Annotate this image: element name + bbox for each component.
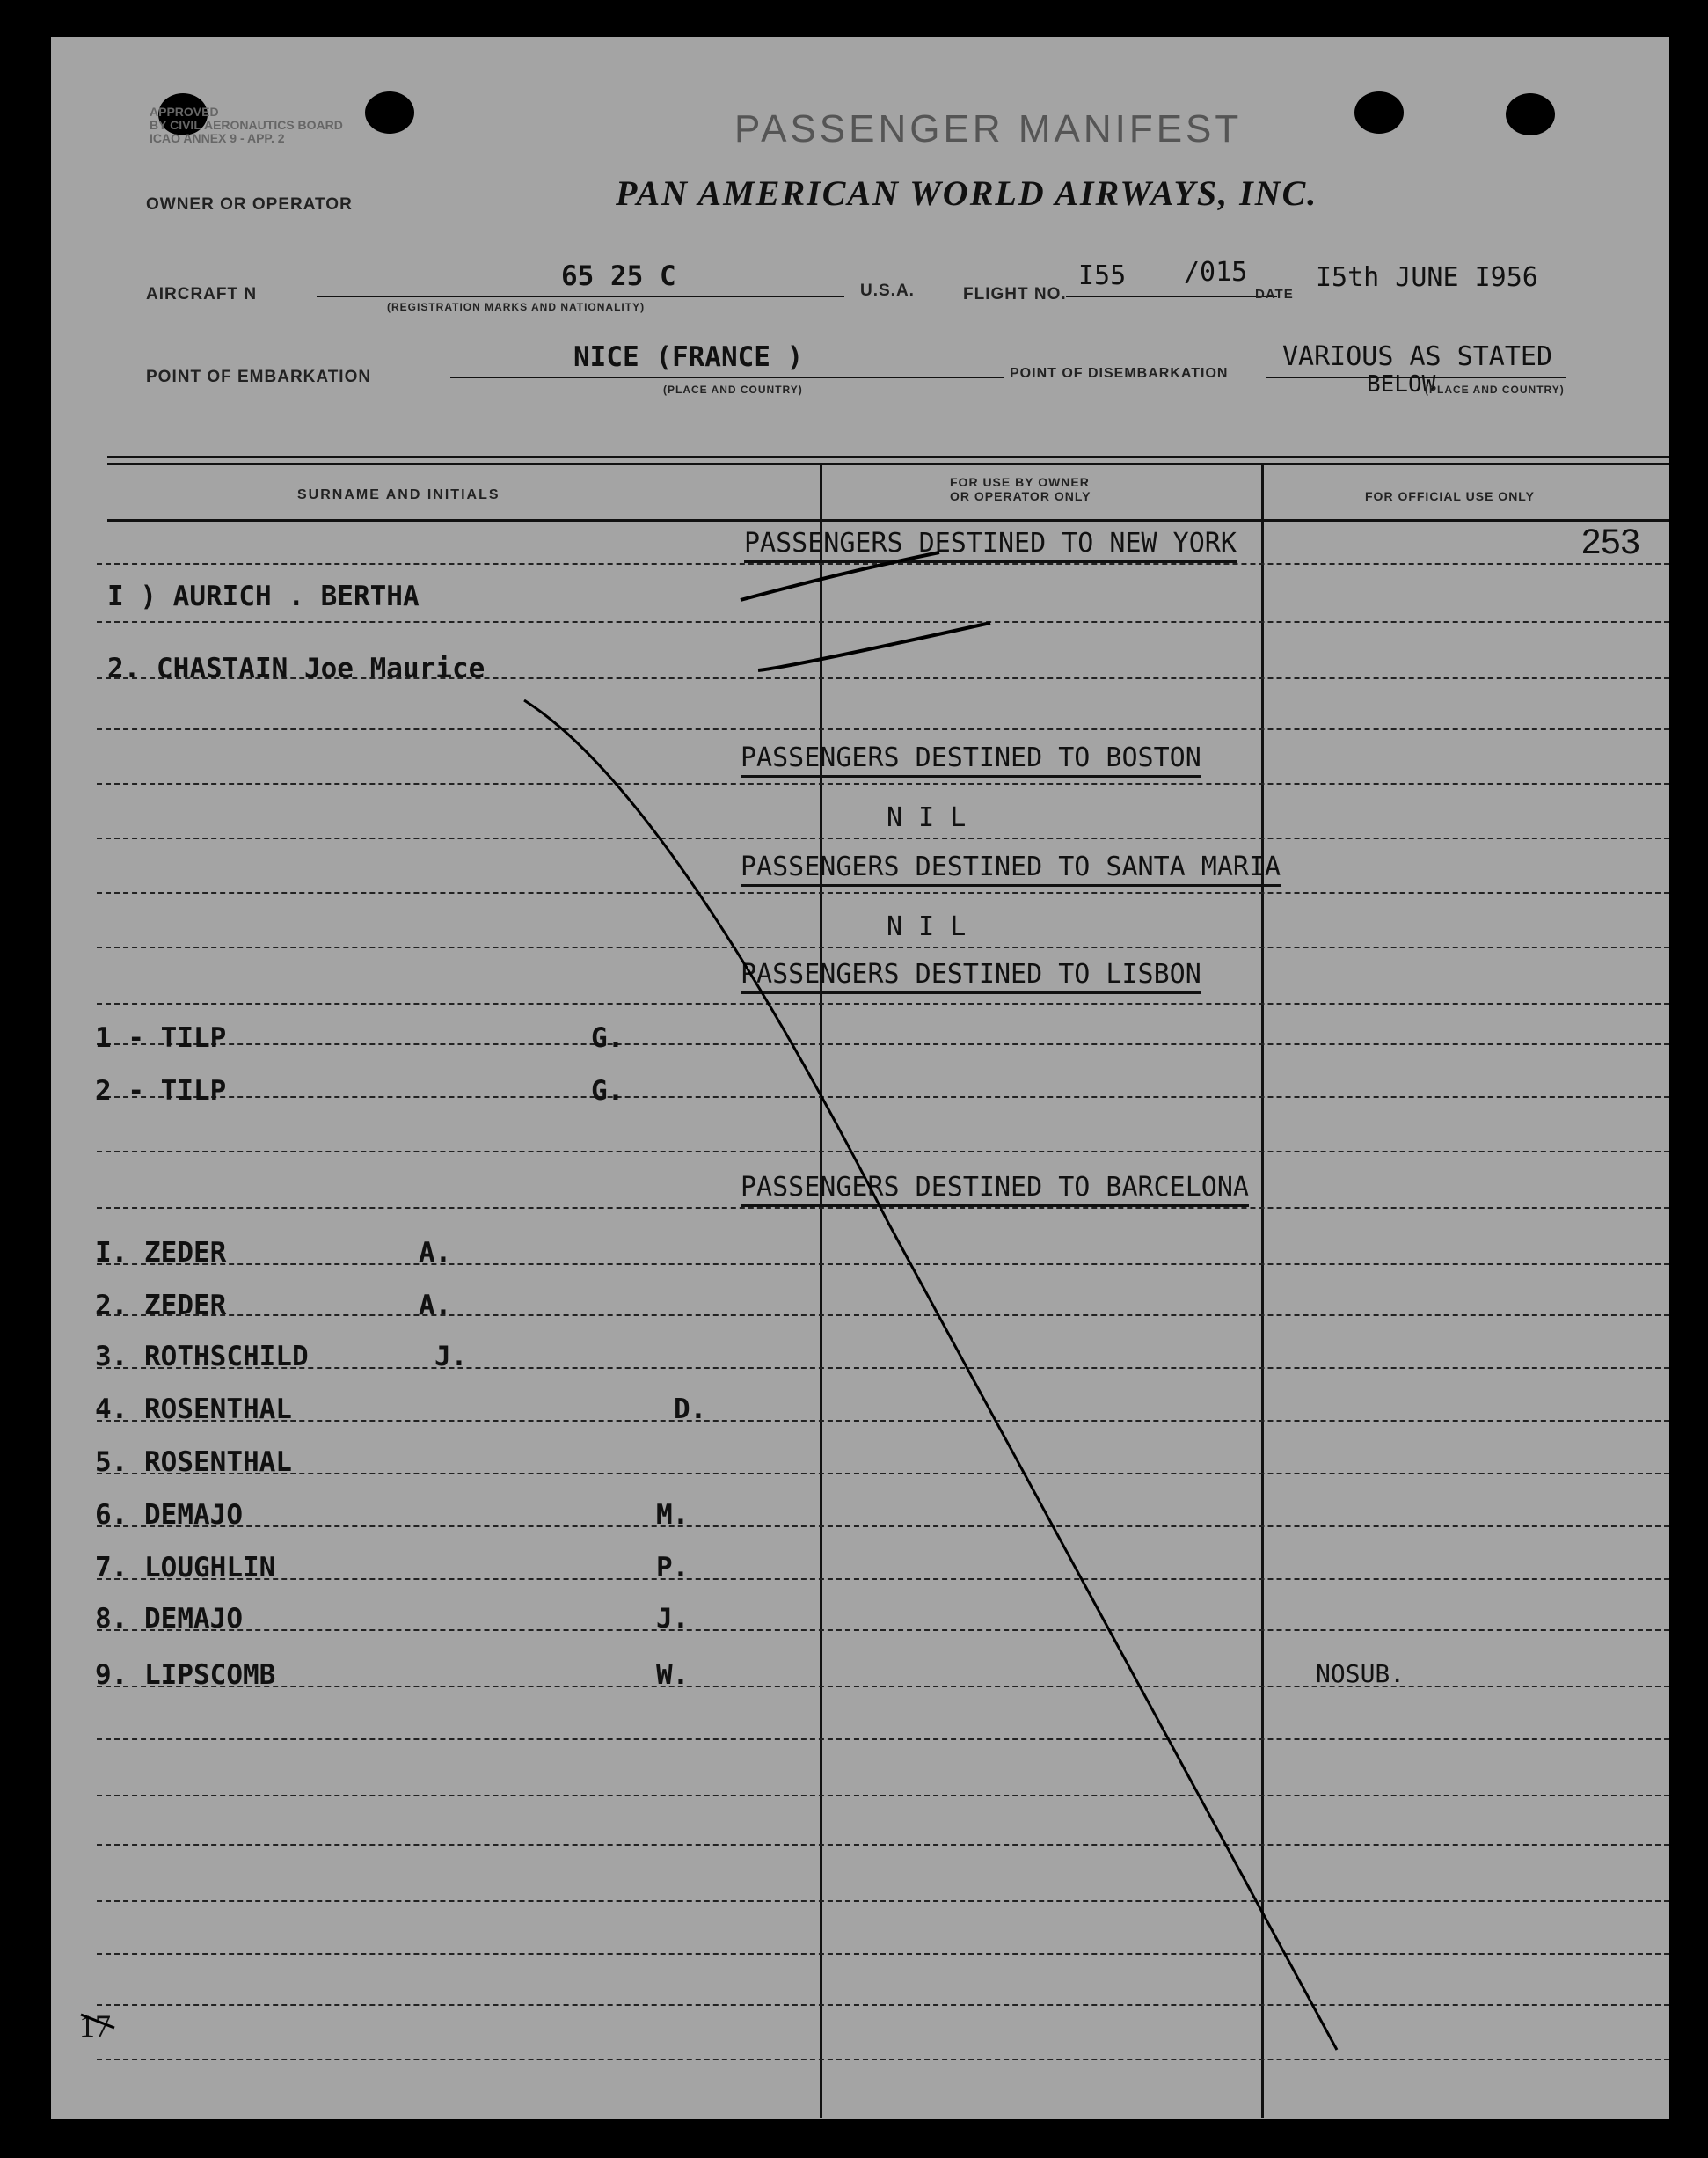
passenger-number: 2 - [95,1075,144,1107]
flight-value: I55 [1078,260,1127,291]
flight-suffix: /015 [1184,257,1248,288]
section-heading-new-york: PASSENGERS DESTINED TO NEW YORK [744,528,1237,563]
passenger-name: CHASTAIN Joe Maurice [157,653,485,684]
pen-strike [524,700,1337,2050]
passenger-name: ROTHSCHILD [144,1341,309,1372]
passenger-name: LIPSCOMB [144,1659,276,1691]
date-value: I5th JUNE I956 [1316,262,1538,293]
approval-line: APPROVED [150,105,219,119]
passenger-initial: A. [419,1237,452,1269]
passenger-name: ZEDER [144,1237,227,1269]
passenger-initial: D. [674,1394,707,1425]
passenger-initial: G. [591,1075,624,1107]
disembarkation-value: BELOW [1367,371,1436,398]
disembarkation-value: VARIOUS AS STATED [1282,341,1553,372]
passenger-name: DEMAJO [144,1499,243,1531]
disembarkation-label: POINT OF DISEMBARKATION [1010,366,1229,381]
column-header-official: FOR OFFICIAL USE ONLY [1365,489,1535,503]
section-heading-barcelona: PASSENGERS DESTINED TO BARCELONA [741,1172,1249,1207]
column-header-owner: OR OPERATOR ONLY [950,489,1091,503]
passenger-number: 2. [95,1290,128,1321]
passenger-number: 8. [95,1603,128,1635]
passenger-name: LOUGHLIN [144,1552,276,1584]
pen-strike [758,623,990,670]
passenger-number: 2. [107,653,141,684]
section-heading-boston: PASSENGERS DESTINED TO BOSTON [741,742,1201,778]
registration-caption: (REGISTRATION MARKS AND NATIONALITY) [387,301,646,313]
section-heading-santa-maria: PASSENGERS DESTINED TO SANTA MARIA [741,852,1281,887]
passenger-initial: J. [434,1341,468,1372]
passenger-initial: J. [656,1603,690,1635]
approval-line: BY CIVIL AERONAUTICS BOARD [150,118,343,132]
passenger-name: ROSENTHAL [144,1446,292,1478]
passenger-number: 6. [95,1499,128,1531]
passenger-initial: M. [656,1499,690,1531]
column-header-surname: SURNAME AND INITIALS [297,487,500,502]
embarkation-value: NICE (FRANCE ) [573,341,804,373]
place-caption: (PLACE AND COUNTRY) [663,384,803,396]
embarkation-label: POINT OF EMBARKATION [146,368,372,386]
section-nil-boston: N I L [887,802,967,833]
passenger-number: 3. [95,1341,128,1372]
page-title: PASSENGER MANIFEST [734,107,1243,150]
flight-label: FLIGHT NO. [963,285,1067,304]
passenger-number: 5. [95,1446,128,1478]
aircraft-value: 65 25 C [561,260,676,292]
passenger-initial: P. [656,1552,690,1584]
passenger-initial: G. [591,1022,624,1054]
owner-value: PAN AMERICAN WORLD AIRWAYS, INC. [616,173,1318,213]
passenger-name: ROSENTHAL [144,1394,292,1425]
passenger-name: ZEDER [144,1290,227,1321]
passenger-number: I. [95,1237,128,1269]
column-header-owner: FOR USE BY OWNER [950,475,1090,489]
disembarkation-caption: (PLACE AND COUNTRY) [1425,384,1565,396]
passenger-initial: W. [656,1659,690,1691]
section-heading-lisbon: PASSENGERS DESTINED TO LISBON [741,959,1201,994]
approval-line: ICAO ANNEX 9 - APP. 2 [150,131,285,145]
passenger-number: 1 - [95,1022,144,1054]
passenger-number: 4. [95,1394,128,1425]
usa-label: U.S.A. [860,282,915,300]
pen-strike [741,552,939,600]
aircraft-label: AIRCRAFT N [146,285,258,304]
footer-mark: 17 [79,2008,111,2044]
passenger-initial: A. [419,1290,452,1321]
owner-label: OWNER OR OPERATOR [146,195,353,214]
passenger-name: DEMAJO [144,1603,243,1635]
page-number: 253 [1581,523,1640,561]
passenger-number: 7. [95,1552,128,1584]
date-label: DATE [1255,287,1294,302]
official-note: NOSUB. [1316,1659,1405,1688]
pen-strike [81,2015,114,2028]
passenger-name: TILP [160,1075,227,1107]
passenger-number: I ) [107,581,157,612]
passenger-number: 9. [95,1659,128,1691]
section-nil-santa-maria: N I L [887,911,967,942]
passenger-name: AURICH . BERTHA [172,581,420,612]
passenger-name: TILP [160,1022,227,1054]
